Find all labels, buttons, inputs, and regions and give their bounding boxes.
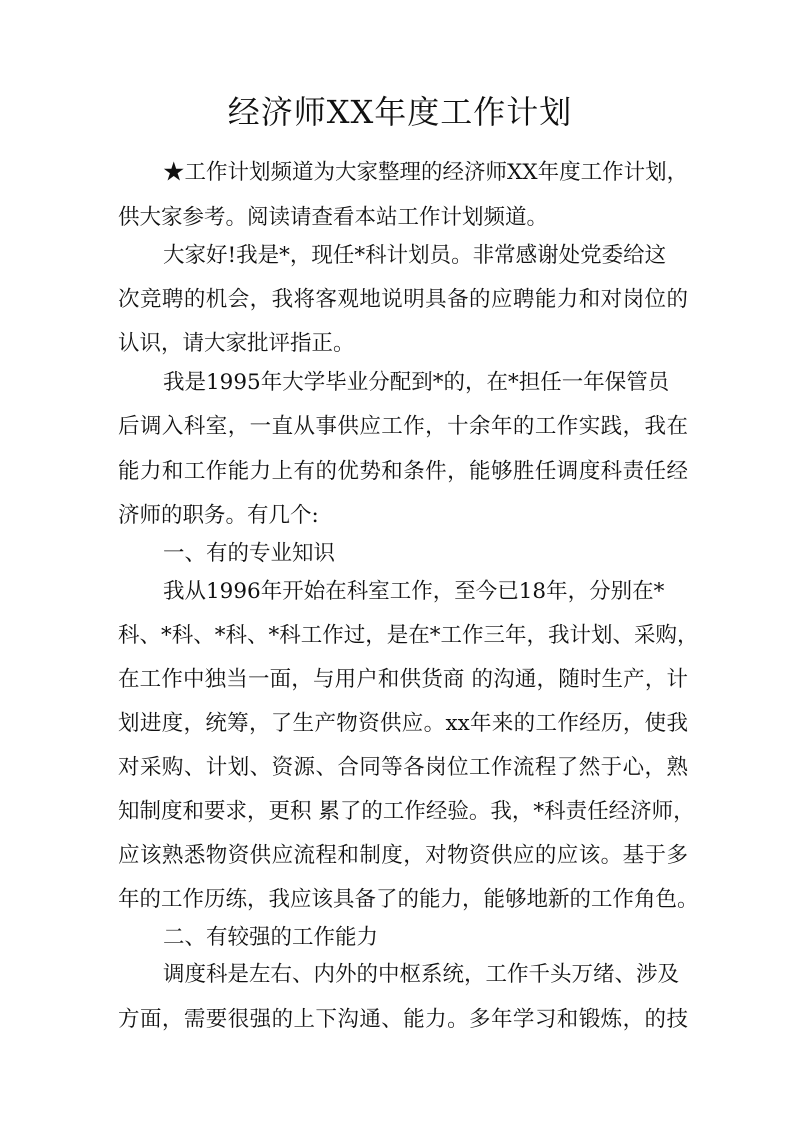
paragraph-line: 在工作中独当一面，与用户和供货商 的沟通，随时生产，计	[118, 667, 688, 692]
document-title: 经济师XX年度工作计划	[227, 93, 573, 131]
paragraph-line: 年的工作历练，我应该具备了的能力，能够地新的工作角色。	[118, 887, 699, 912]
paragraph-line: 划进度，统筹，了生产物资供应。xx年来的工作经历，使我	[118, 711, 688, 736]
paragraph-line: 知制度和要求，更积 累了的工作经验。我，*科责任经济师，	[118, 799, 695, 824]
paragraph-line: 次竞聘的机会，我将客观地说明具备的应聘能力和对岗位的	[118, 287, 688, 312]
paragraph-line: 能力和工作能力上有的优势和条件，能够胜任调度科责任经	[118, 459, 688, 484]
paragraph-line: 调度科是左右、内外的中枢系统，工作千头万绪、涉及	[163, 962, 680, 987]
paragraph-line: 科、*科、*科、*科工作过，是在*工作三年，我计划、采购，	[118, 623, 699, 648]
paragraph-line: 我是1995年大学毕业分配到*的，在*担任一年保管员	[163, 370, 670, 395]
paragraph-line: ★工作计划频道为大家整理的经济师XX年度工作计划，	[163, 160, 689, 185]
paragraph-line: 供大家参考。阅读请查看本站工作计划频道。	[118, 205, 549, 230]
paragraph-line: 对采购、计划、资源、合同等各岗位工作流程了然于心，熟	[118, 755, 688, 780]
paragraph-line: 认识，请大家批评指正。	[118, 331, 355, 356]
paragraph-line: 济师的职务。有几个:	[118, 503, 319, 528]
paragraph-line: 后调入科室，一直从事供应工作，十余年的工作实践，我在	[118, 414, 688, 439]
paragraph-line: 我从1996年开始在科室工作，至今已18年，分别在*	[163, 579, 665, 604]
paragraph-line: 大家好!我是*，现任*科计划员。非常感谢处党委给这	[163, 243, 667, 268]
section-heading: 一、有的专业知识	[163, 541, 336, 566]
section-heading: 二、有较强的工作能力	[163, 925, 379, 950]
paragraph-line: 方面，需要很强的上下沟通、能力。多年学习和锻炼，的技	[118, 1007, 688, 1032]
paragraph-line: 应该熟悉物资供应流程和制度，对物资供应的应该。基于多	[118, 843, 688, 868]
